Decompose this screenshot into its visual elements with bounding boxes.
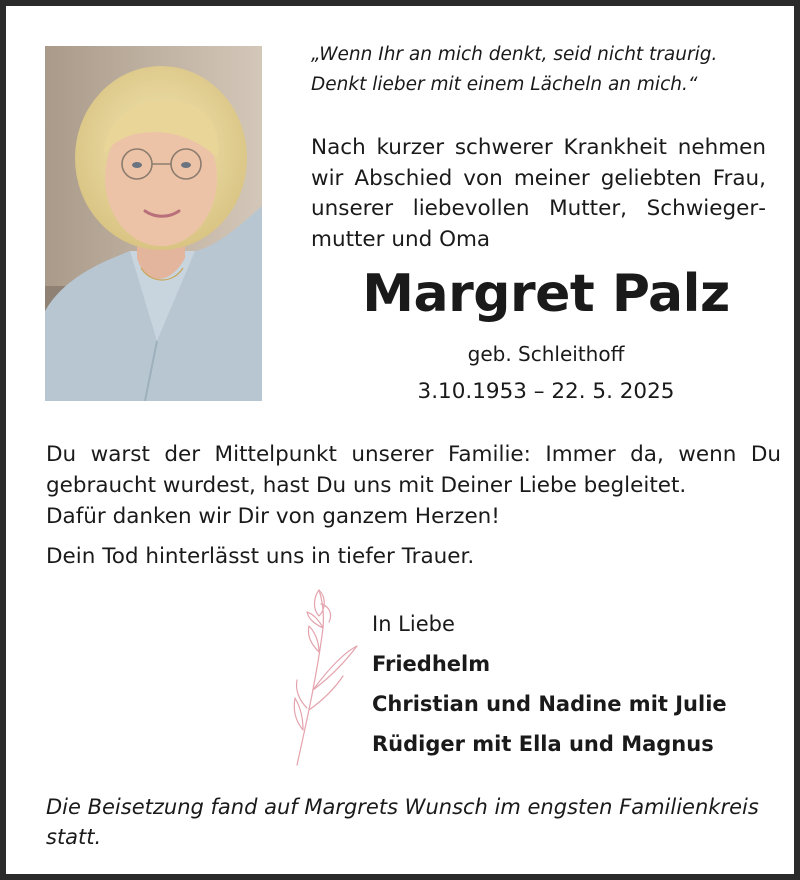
quote-line-2: Denkt lieber mit einem Lächeln an mich.“ (311, 74, 698, 95)
tribute-paragraph: Du warst der Mittelpunkt unserer Familie: Immer da, wenn Du gebraucht wurdest, hast Du uns mit Deiner Liebe begleitet. (46, 442, 781, 498)
flower-icon (289, 580, 364, 770)
signoff (372, 604, 772, 764)
signoff-greeting: In Liebe (372, 612, 455, 636)
deceased-name: Margret Palz (362, 264, 730, 324)
family-member: Rüdiger mit Ella und Magnus (372, 732, 714, 756)
portrait-photo (45, 46, 262, 401)
quote-line-1: „Wenn Ihr an mich denkt, seid nicht traurig. (311, 44, 718, 65)
quote (311, 40, 781, 100)
family-member: Friedhelm (372, 652, 491, 676)
mourning-line: Dein Tod hinterlässt uns in tiefer Trauer. (46, 544, 475, 569)
tribute-thanks: Dafür danken wir Dir von ganzem Herzen! (46, 504, 500, 529)
tribute-block (46, 439, 781, 532)
intro-text: Nach kurzer schwerer Krankheit nehmen wir Abschied von meiner geliebten Frau, unserer liebevollen Mutter, Schwiegermutter und Oma (311, 135, 766, 252)
maiden-name: geb. Schleithoff (467, 342, 625, 366)
funeral-note: Die Beisetzung fand auf Margrets Wunsch im engsten Familienkreis statt. (46, 795, 759, 849)
life-dates: 3.10.1953 – 22. 5. 2025 (417, 379, 675, 404)
family-member: Christian und Nadine mit Julie (372, 692, 727, 716)
portrait-image (45, 46, 262, 401)
